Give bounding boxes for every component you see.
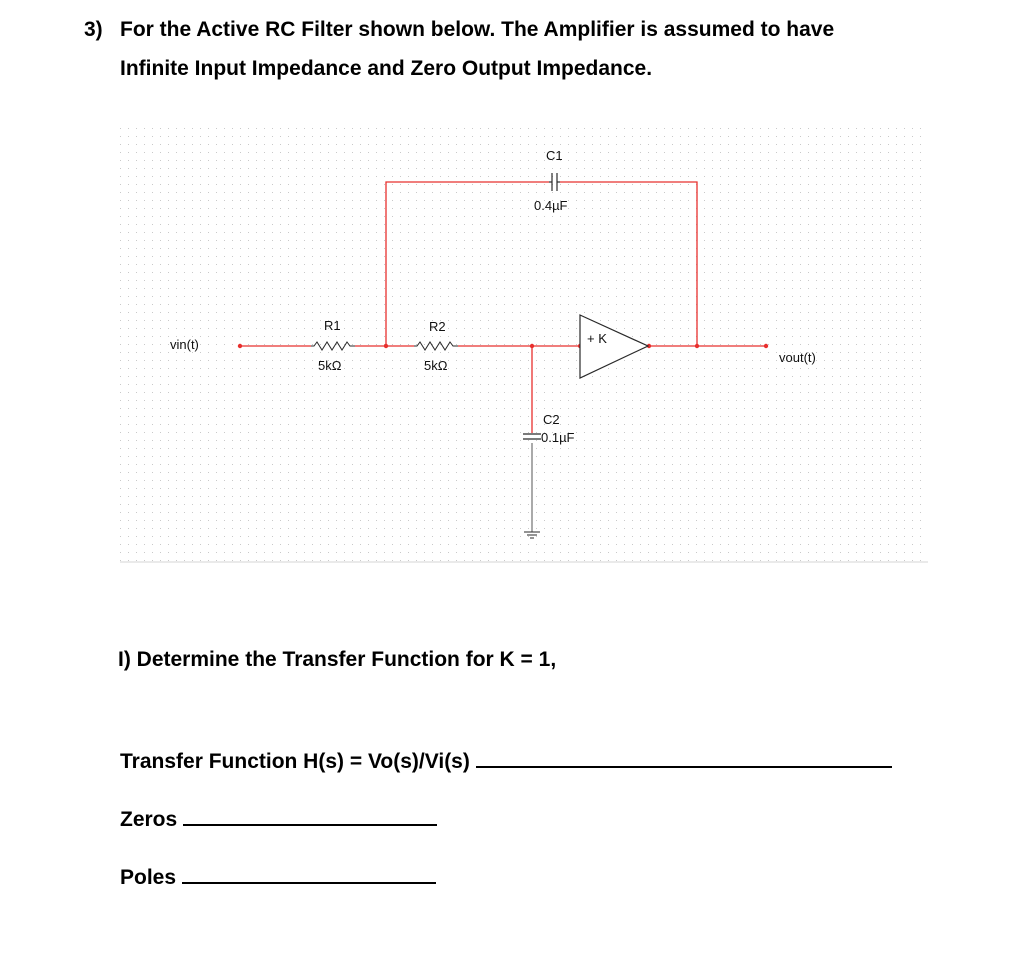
poles-blank[interactable] — [182, 862, 436, 884]
r1-value: 5kΩ — [318, 358, 342, 373]
node-r1-r2 — [384, 344, 388, 348]
r1-name: R1 — [324, 318, 341, 333]
transfer-function-label: Transfer Function H(s) = Vo(s)/Vi(s) — [120, 750, 470, 773]
zeros-blank[interactable] — [183, 804, 437, 826]
node-feedback — [695, 344, 699, 348]
node-c2 — [530, 344, 534, 348]
poles-row — [120, 862, 436, 890]
input-label: vin(t) — [170, 337, 199, 352]
question-line-1: For the Active RC Filter shown below. The Amplifier is assumed to have — [120, 18, 835, 41]
part-one-prompt: I) Determine the Transfer Function for K = 1, — [118, 648, 557, 671]
poles-label: Poles — [120, 866, 177, 889]
r2-name: R2 — [429, 319, 446, 334]
question-line-2: Infinite Input Impedance and Zero Output Impedance. — [120, 57, 653, 80]
grid-background — [120, 124, 928, 562]
amplifier-label: + K — [587, 331, 607, 346]
transfer-function-blank[interactable] — [476, 746, 892, 768]
output-label: vout(t) — [779, 350, 816, 365]
c1-name: C1 — [546, 148, 563, 163]
question-number: 3) — [84, 18, 103, 41]
zeros-row — [120, 804, 437, 832]
node-output — [764, 344, 768, 348]
c1-value: 0.4µF — [534, 198, 568, 213]
c2-name: C2 — [543, 412, 560, 427]
c2-value: 0.1µF — [541, 430, 575, 445]
node-input — [238, 344, 242, 348]
r2-value: 5kΩ — [424, 358, 448, 373]
transfer-function-row — [120, 746, 892, 774]
zeros-label: Zeros — [120, 808, 178, 831]
